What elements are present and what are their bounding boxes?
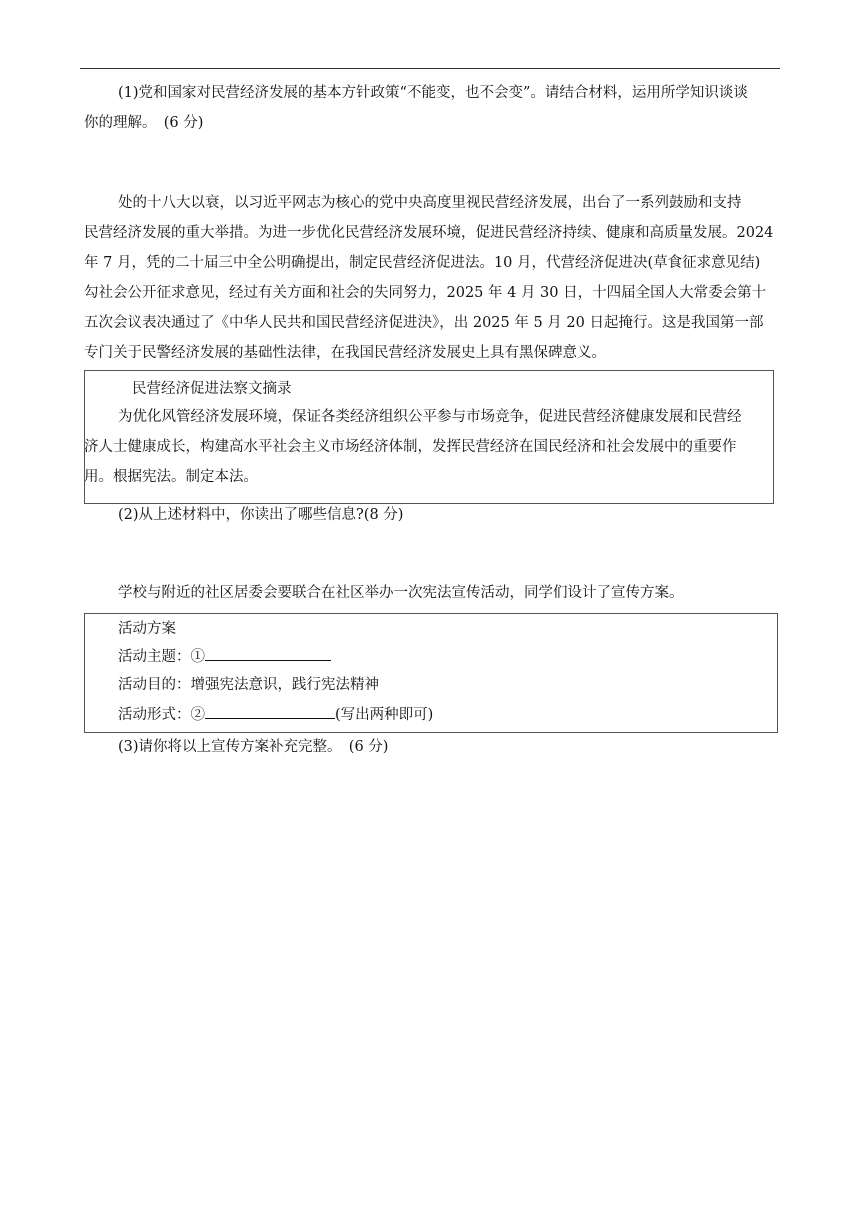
activity-theme-row — [84, 642, 780, 672]
question-2: (2)从上述材料中，你读出了哪些信息?(8 分) — [118, 507, 404, 523]
scenario-text: 学校与附近的社区居委会要联合在社区举办一次宪法宣传活动，同学们设计了宣传方案。 — [118, 585, 684, 601]
activity-theme-label: 活动主题：① — [118, 649, 205, 665]
passage-line: 处的十八大以衰，以习近平网志为核心的党中央高度里视民营经济发展，出台了一系列鼓励和支持 — [118, 195, 742, 211]
question-1-line-2: 你的理解。 (6 分) — [84, 115, 204, 131]
passage-line: 年 7 月，凭的二十届三中全公明确提出，制定民营经济促进法。10 月，代营经济促进决(草食征求意见结) — [84, 255, 761, 271]
activity-theme-blank[interactable] — [205, 645, 331, 661]
activity-purpose: 活动目的：增强宪法意识，践行宪法精神 — [118, 677, 379, 693]
activity-form-row — [84, 700, 780, 730]
activity-form-blank[interactable] — [205, 703, 335, 719]
activity-plan-title: 活动方案 — [118, 621, 176, 637]
question-3: (3)请你将以上宣传方案补充完整。 (6 分) — [118, 739, 389, 755]
law-excerpt-line: 为优化风管经济发展环境，保证各类经济组织公平参与市场竞争，促进民营经济健康发展和民营经 — [118, 409, 742, 425]
passage-line: 民营经济发展的重大举措。为进一步优化民营经济发展环境，促进民营经济持续、健康和高质量发展。2024 — [84, 225, 774, 241]
law-excerpt-line: 济人士健康成长，构建高水平社会主义市场经济体制，发挥民营经济在国民经济和社会发展中的重要作 — [84, 439, 737, 455]
passage-line: 勾社会公开征求意见，经过有关方面和社会的失同努力，2025 年 4 月 30 日，十四届全国人大常委会第十 — [84, 285, 767, 301]
activity-form-label: 活动形式：② — [118, 707, 205, 723]
law-excerpt-line: 用。根据宪法。制定本法。 — [84, 469, 258, 485]
passage-line: 五次会议表决通过了《中华人民共和国民营经济促进決》，出 2025 年 5 月 20 日起掩行。这是我国第一部 — [84, 315, 764, 331]
law-excerpt-title: 民营经济促进法察文摘录 — [132, 381, 292, 397]
header-rule — [80, 68, 780, 69]
passage-line: 专门关于民警经济发展的基础性法律，在我国民营经济发展史上具有黑保碑意义。 — [84, 345, 606, 361]
activity-form-hint: (写出两种即可) — [335, 707, 434, 723]
question-1-line-1: (1)党和国家对民营经济发展的基本方针政策“不能变，也不会变”。请结合材料，运用所学知识谈谈 — [118, 85, 748, 101]
